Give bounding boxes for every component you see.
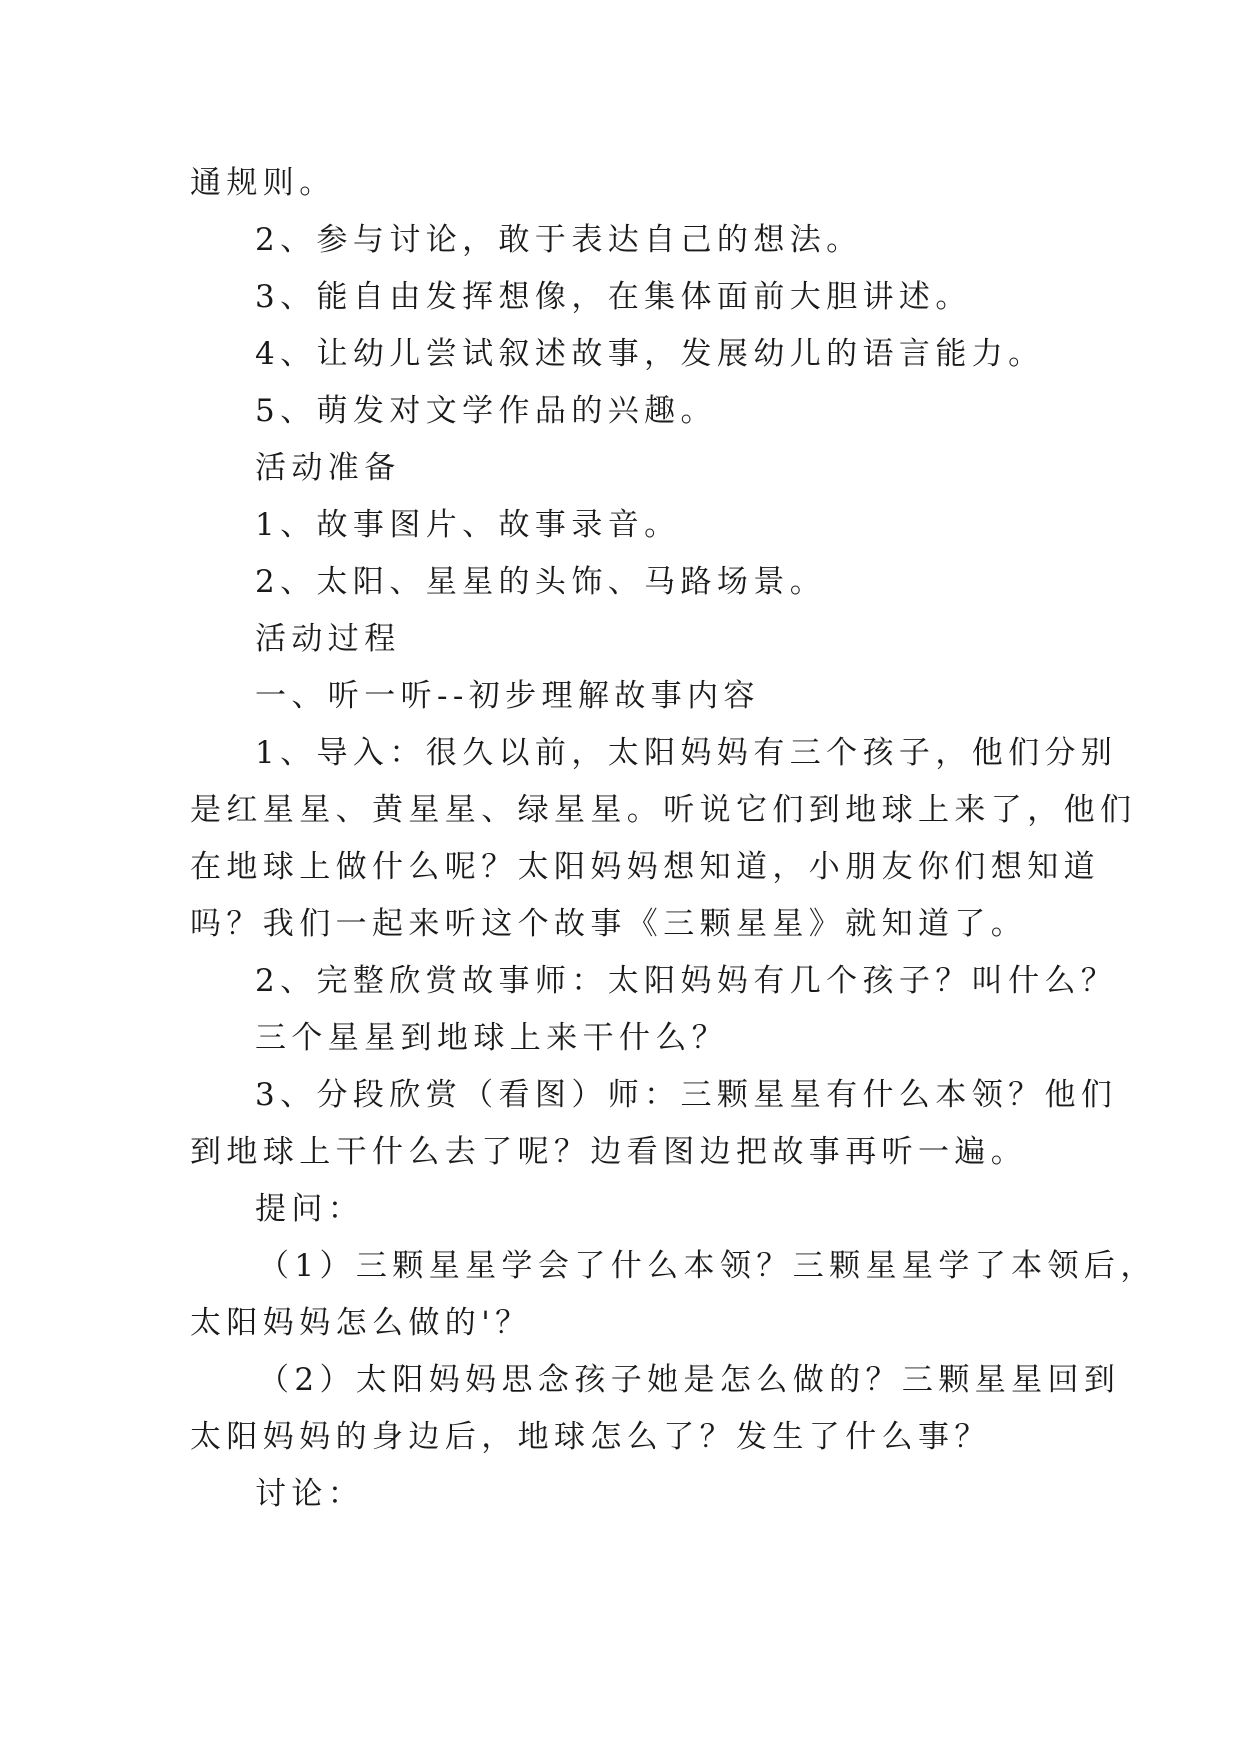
questions-label: 提问： <box>255 1191 365 1227</box>
preparation-item-2: 2、太阳、星星的头饰、马路场景。 <box>255 564 827 600</box>
question-1: （1）三颗星星学会了什么本领？三颗星星学了本领后， <box>258 1248 1157 1284</box>
goal-item-4: 4、让幼儿尝试叙述故事，发展幼儿的语言能力。 <box>255 336 1045 372</box>
goal-item-5: 5、萌发对文学作品的兴趣。 <box>255 393 717 429</box>
paragraph-line: 是红星星、黄星星、绿星星。听说它们到地球上来了，他们 <box>190 792 1137 828</box>
paragraph-line: 到地球上干什么去了呢？边看图边把故事再听一遍。 <box>190 1134 1028 1170</box>
paragraph-line: 3、分段欣赏（看图）师：三颗星星有什么本领？他们 <box>255 1077 1118 1113</box>
paragraph-line: 三个星星到地球上来干什么？ <box>255 1020 729 1056</box>
question-2-continued: 太阳妈妈的身边后，地球怎么了？发生了什么事？ <box>190 1419 991 1455</box>
goal-item-2: 2、参与讨论，敢于表达自己的想法。 <box>255 222 863 258</box>
question-1-continued: 太阳妈妈怎么做的'？ <box>190 1305 532 1341</box>
discussion-label: 讨论： <box>255 1476 365 1512</box>
paragraph-line: 2、完整欣赏故事师：太阳妈妈有几个孩子？叫什么？ <box>255 963 1118 999</box>
section-heading-preparation: 活动准备 <box>255 450 401 486</box>
process-step-heading: 一、听一听--初步理解故事内容 <box>255 678 760 714</box>
paragraph-line: 1、导入：很久以前，太阳妈妈有三个孩子，他们分别 <box>255 735 1118 771</box>
preparation-item-1: 1、故事图片、故事录音。 <box>255 507 681 543</box>
section-heading-process: 活动过程 <box>255 621 401 657</box>
paragraph-line: 在地球上做什么呢？太阳妈妈想知道，小朋友你们想知道 <box>190 849 1100 885</box>
paragraph-line: 吗？我们一起来听这个故事《三颗星星》就知道了。 <box>190 906 1028 942</box>
question-2: （2）太阳妈妈思念孩子她是怎么做的？三颗星星回到 <box>258 1362 1121 1398</box>
paragraph-line: 通规则。 <box>190 165 336 201</box>
goal-item-3: 3、能自由发挥想像，在集体面前大胆讲述。 <box>255 279 972 315</box>
